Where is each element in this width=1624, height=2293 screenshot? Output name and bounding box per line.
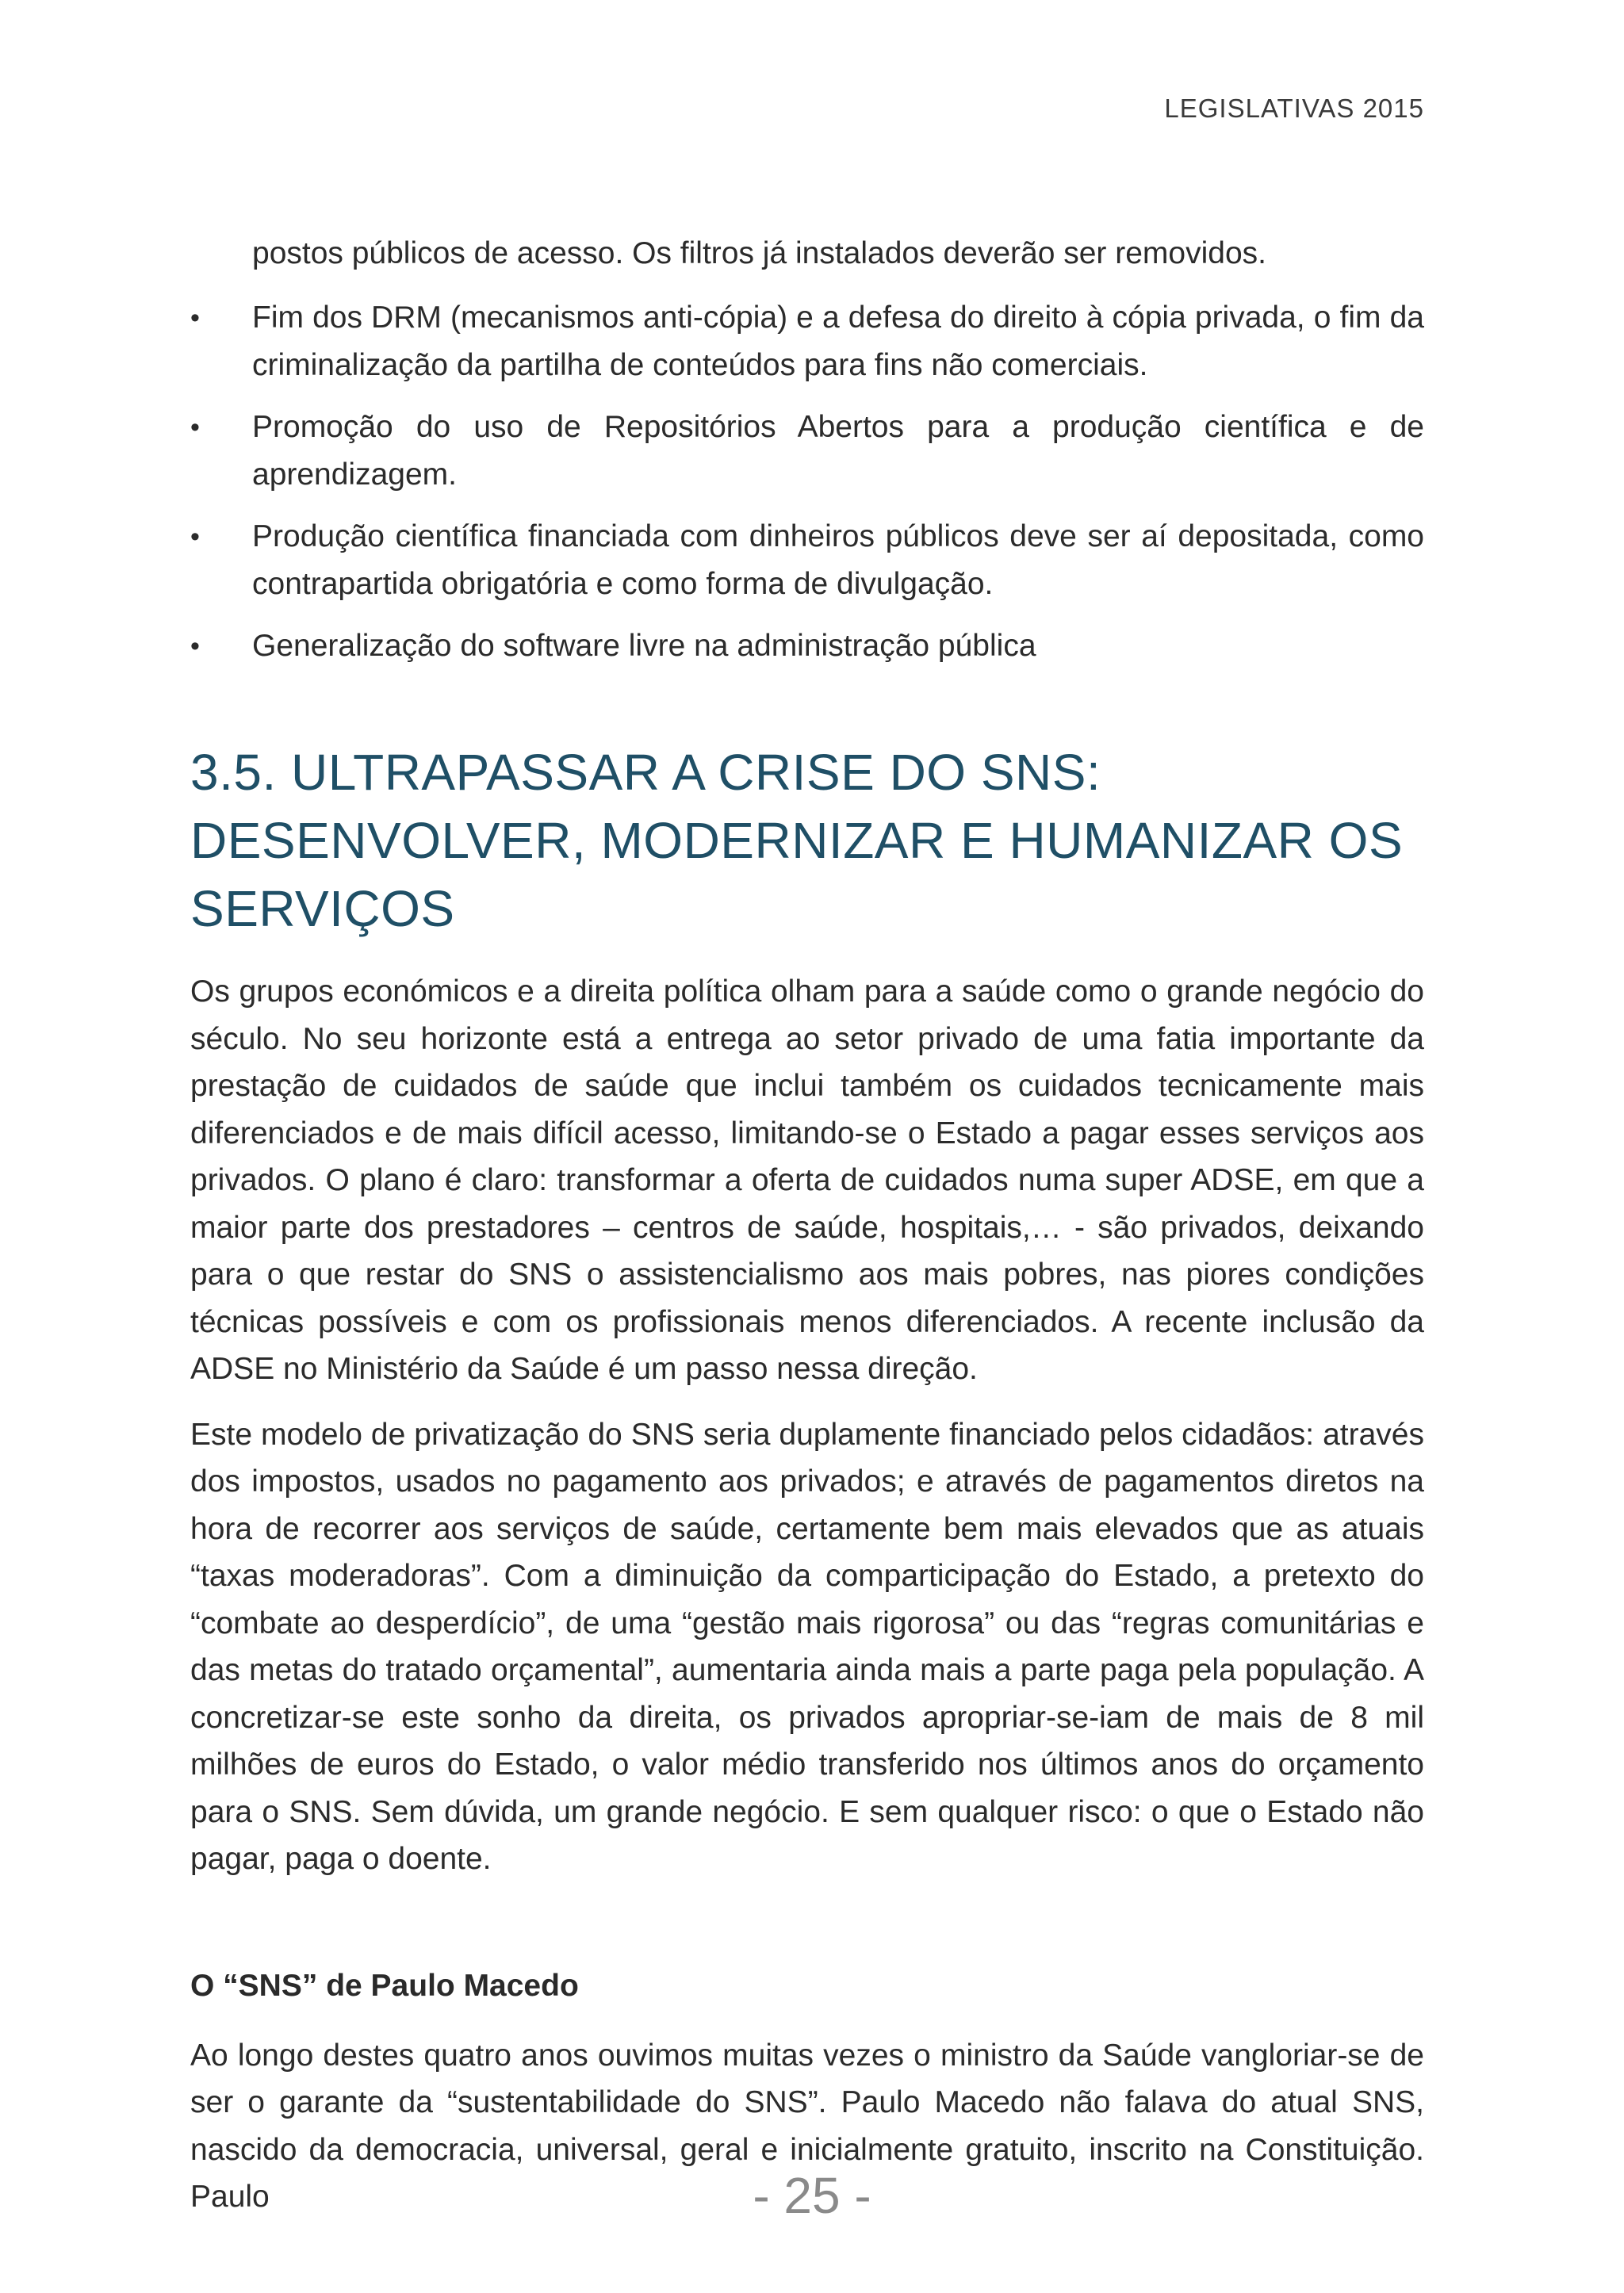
- bullet-list: [190, 294, 1424, 670]
- section-title-line: SERVIÇOS: [190, 880, 455, 937]
- section-paragraph: Este modelo de privatização do SNS seria duplamente financiado pelos cidadãos: através dos impostos, usados no pagamento aos privados; e através de pagamentos diretos na hora de recorrer aos serviços de saúde, certamente bem mais elevados que as atuais “taxas moderadoras”. Com a diminuição da comparticipação do Estado, a pretexto do “combate ao desperdício”, de uma “gestão mais rigorosa” ou das “regras comunitárias e das metas do tratado orçamental”, aumentaria ainda mais a parte paga pela população. A concretizar-se este sonho da direita, os privados apropriar-se-iam de mais de 8 mil milhões de euros do Estado, o valor médio transferido nos últimos anos do orçamento para o SNS. Sem dúvida, um grande negócio. E sem qualquer risco: o que o Estado não pagar, paga o doente.: [190, 1417, 1424, 1876]
- bullet-dot-icon: •: [190, 522, 200, 552]
- bullet-text: Promoção do uso de Repositórios Abertos para a produção científica e de aprendizagem.: [252, 410, 1424, 492]
- section-title: [190, 738, 1424, 943]
- subsection-heading: O “SNS” de Paulo Macedo: [190, 1968, 579, 2003]
- running-header: LEGISLATIVAS 2015: [1164, 94, 1424, 123]
- bullet-dot-icon: •: [190, 631, 200, 661]
- section-title-line: 3.5. ULTRAPASSAR A CRISE DO SNS:: [190, 744, 1101, 801]
- page-body: [190, 230, 1424, 2239]
- bullet-text: Produção científica financiada com dinheiros públicos deve ser aí depositada, como contrapartida obrigatória e como forma de divulgação.: [252, 519, 1424, 601]
- bullet-item: [190, 513, 1424, 608]
- continuation-paragraph: postos públicos de acesso. Os filtros já instalados deverão ser removidos.: [252, 236, 1266, 270]
- bullet-dot-icon: •: [190, 303, 200, 333]
- section-title-line: DESENVOLVER, MODERNIZAR E HUMANIZAR OS: [190, 812, 1404, 869]
- bullet-item: [190, 294, 1424, 389]
- subsection-paragraph: Ao longo destes quatro anos ouvimos muitas vezes o ministro da Saúde vangloriar-se de ser o garante da “sustentabilidade do SNS”. Paulo Macedo não falava do atual SNS, nascido da democracia, universal, geral e inicialmente gratuito, inscrito na Constituição. Paulo: [190, 2038, 1424, 2214]
- section-paragraph: Os grupos económicos e a direita política olham para a saúde como o grande negócio do século. No seu horizonte está a entrega ao setor privado de uma fatia importante da prestação de cuidados de saúde que inclui também os cuidados tecnicamente mais diferenciados e de mais difícil acesso, limitando-se o Estado a pagar esses serviços aos privados. O plano é claro: transformar a oferta de cuidados numa super ADSE, em que a maior parte dos prestadores – centros de saúde, hospitais,… - são privados, deixando para o que restar do SNS o assistencialismo aos mais pobres, nas piores condições técnicas possíveis e com os profissionais menos diferenciados. A recente inclusão da ADSE no Ministério da Saúde é um passo nessa direção.: [190, 974, 1424, 1386]
- bullet-dot-icon: •: [190, 412, 200, 442]
- bullet-item: [190, 622, 1424, 670]
- bullet-text: Generalização do software livre na administração pública: [252, 629, 1036, 663]
- bullet-item: [190, 404, 1424, 499]
- page-number: - 25 -: [753, 2167, 871, 2224]
- bullet-text: Fim dos DRM (mecanismos anti-cópia) e a defesa do direito à cópia privada, o fim da criminalização da partilha de conteúdos para fins não comerciais.: [252, 301, 1424, 382]
